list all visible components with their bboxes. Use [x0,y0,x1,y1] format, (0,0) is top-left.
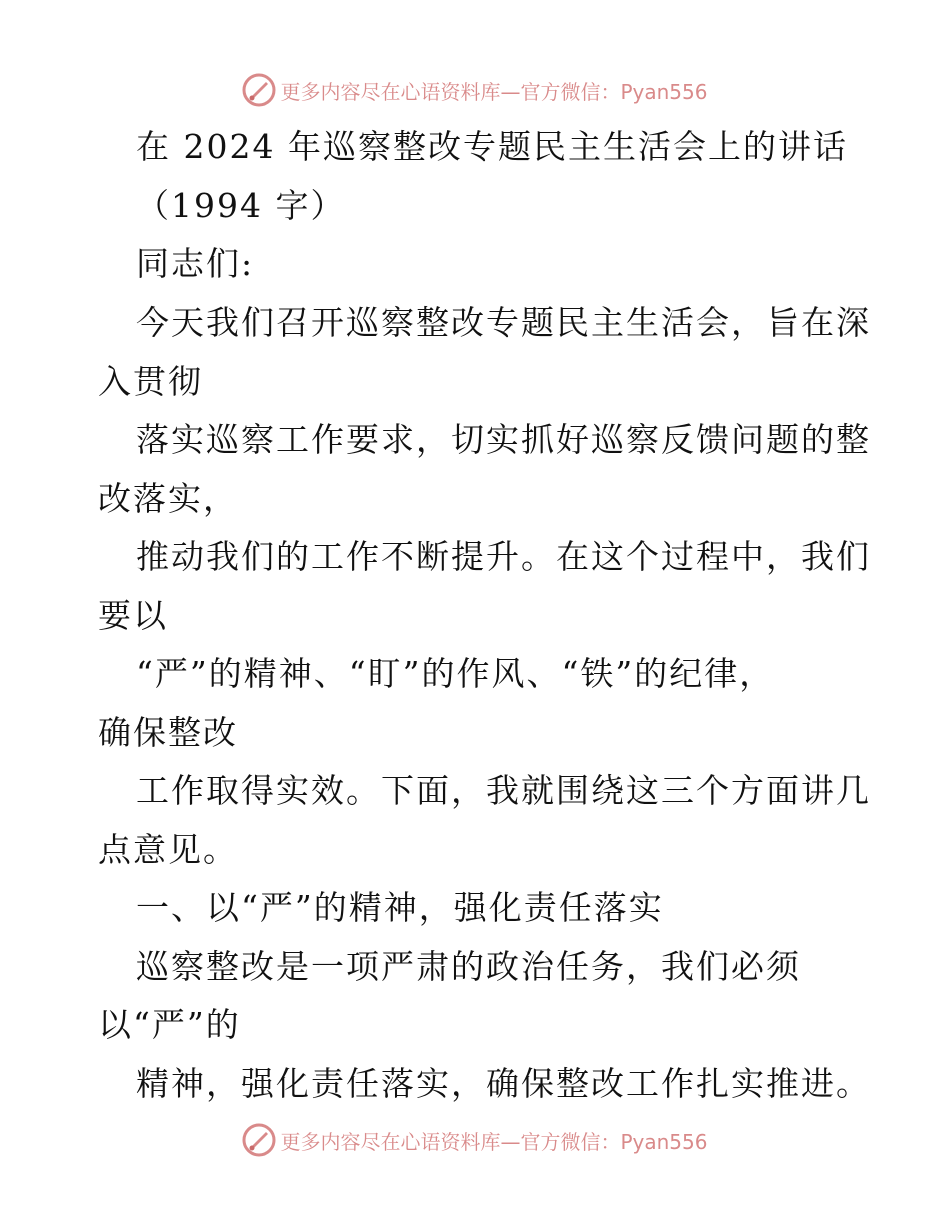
paragraph-line: 以“严”的 [98,1005,241,1044]
paragraph-line: 今天我们召开巡察整改专题民主生活会，旨在深 [136,303,871,342]
watermark-text: 更多内容尽在心语资料库—官方微信：Pyan556 [280,1129,708,1154]
paragraph-line: “严”的精神、“盯”的作风、“铁”的纪律， [136,654,775,693]
paragraph-line: 精神，强化责任落实，确保整改工作扎实推进。 [136,1064,871,1103]
watermark-header [0,70,950,110]
watermark-footer [0,1120,950,1160]
section-heading: 一、以“严”的精神，强化责任落实 [136,888,664,927]
paragraph-line: 改落实， [98,479,238,518]
quill-logo-icon [242,1123,276,1157]
paragraph-line: 要以 [98,596,168,635]
document-subtitle-wordcount: （1994 字） [136,186,346,225]
salutation: 同志们: [136,244,255,283]
paragraph-line: 入贯彻 [98,362,203,401]
watermark-text: 更多内容尽在心语资料库—官方微信：Pyan556 [280,79,708,104]
paragraph-line: 点意见。 [98,830,238,869]
paragraph-line: 工作取得实效。下面，我就围绕这三个方面讲几 [136,771,871,810]
document-title: 在 2024 年巡察整改专题民主生活会上的讲话 [136,127,848,166]
paragraph-line: 落实巡察工作要求，切实抓好巡察反馈问题的整 [136,420,871,459]
quill-logo-icon [242,73,276,107]
paragraph-line: 推动我们的工作不断提升。在这个过程中，我们 [136,537,871,576]
paragraph-line: 确保整改 [98,713,238,752]
paragraph-line: 巡察整改是一项严肃的政治任务，我们必须 [136,947,801,986]
